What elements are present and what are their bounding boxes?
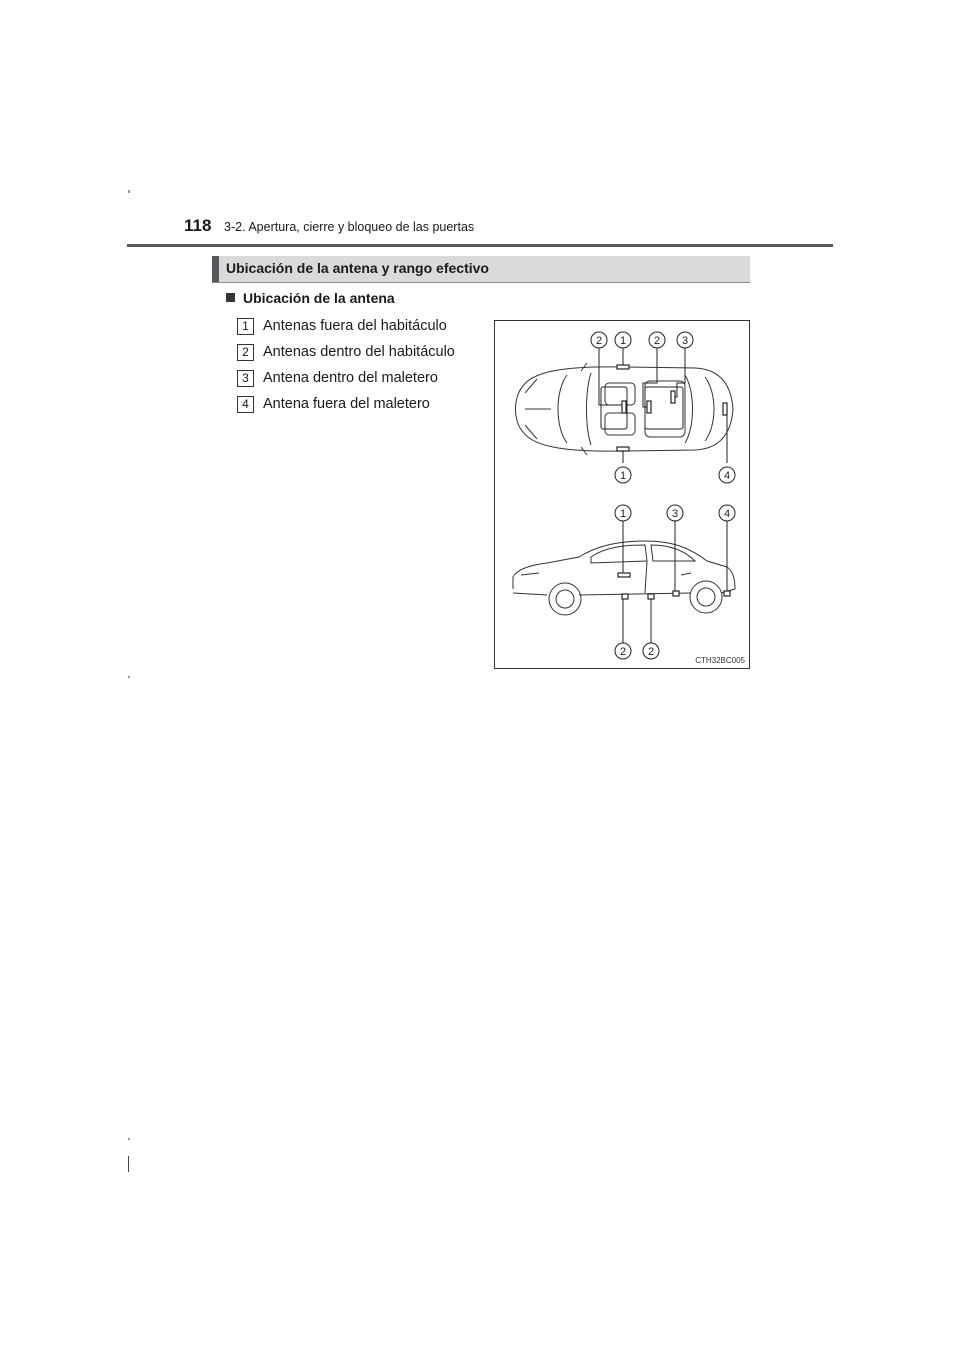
antenna-markers-side xyxy=(618,573,730,599)
callout-label: 2 xyxy=(595,335,603,347)
legend-item xyxy=(237,344,455,361)
callout-top-bottom-row xyxy=(615,467,735,483)
car-side-view xyxy=(513,541,735,615)
callout-side-top-row xyxy=(615,505,735,521)
legend-text: Antena dentro del maletero xyxy=(263,370,438,386)
section-heading-bar xyxy=(212,256,750,283)
callout-label: 2 xyxy=(647,646,655,658)
callout-label: 4 xyxy=(723,470,731,482)
legend-number: 1 xyxy=(237,318,254,335)
callout-label: 2 xyxy=(653,335,661,347)
legend-item xyxy=(237,370,438,387)
callout-label: 1 xyxy=(619,470,627,482)
figure-code: CTH32BC005 xyxy=(695,656,745,665)
footer-mark xyxy=(128,1156,129,1172)
antenna-markers-top xyxy=(617,365,727,451)
legend-text: Antenas fuera del habitáculo xyxy=(263,318,447,334)
page-number: 118 xyxy=(184,216,212,235)
running-header: 3-2. Apertura, cierre y bloqueo de las puertas xyxy=(224,220,475,234)
callout-label: 1 xyxy=(619,508,627,520)
callout-side-bottom-row xyxy=(615,643,659,659)
legend-item xyxy=(237,396,430,413)
car-diagram-svg xyxy=(495,321,751,670)
crop-mark xyxy=(128,1138,130,1140)
callout-label: 3 xyxy=(681,335,689,347)
legend-number: 2 xyxy=(237,344,254,361)
section-title: Ubicación de la antena y rango efectivo xyxy=(226,260,489,276)
legend-text: Antena fuera del maletero xyxy=(263,396,430,412)
callout-label: 2 xyxy=(619,646,627,658)
square-bullet-icon xyxy=(226,293,235,302)
callout-top-row xyxy=(591,332,693,348)
subsection-heading xyxy=(226,290,395,306)
crop-mark xyxy=(128,190,130,193)
section-accent xyxy=(212,256,219,282)
header-rule xyxy=(127,244,833,247)
crop-mark xyxy=(128,676,130,678)
legend-number: 3 xyxy=(237,370,254,387)
subsection-title: Ubicación de la antena xyxy=(243,290,395,306)
legend-number: 4 xyxy=(237,396,254,413)
callout-label: 3 xyxy=(671,508,679,520)
antenna-location-figure xyxy=(494,320,750,669)
legend-item xyxy=(237,318,447,335)
legend-text: Antenas dentro del habitáculo xyxy=(263,344,455,360)
callout-label: 1 xyxy=(619,335,627,347)
callout-label: 4 xyxy=(723,508,731,520)
